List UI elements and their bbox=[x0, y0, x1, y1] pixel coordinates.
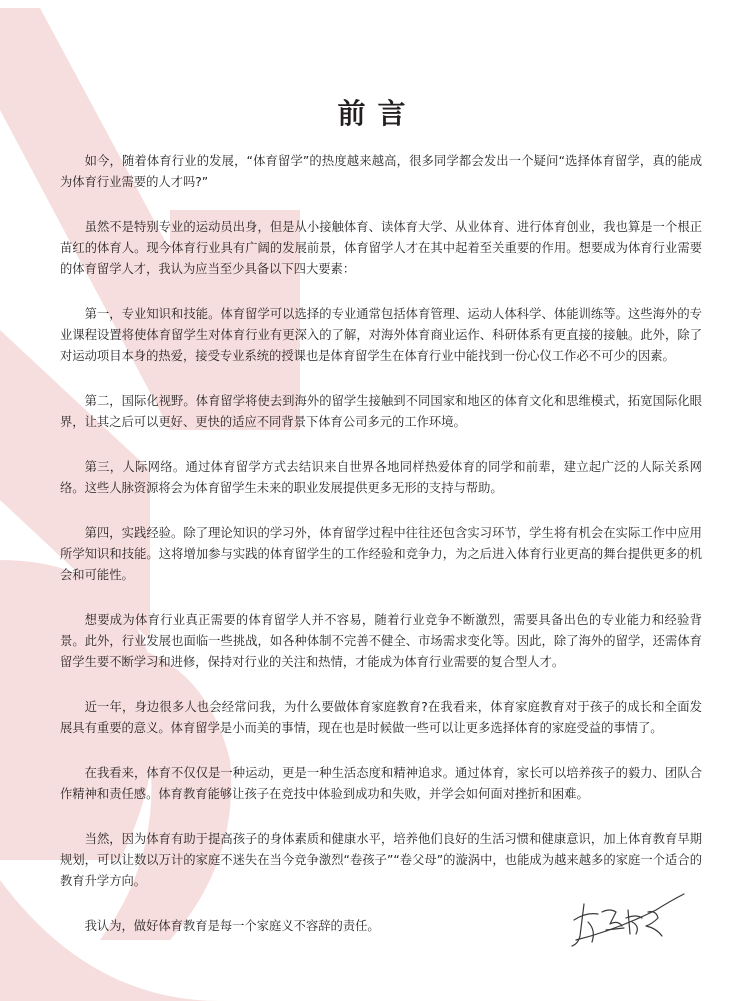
paragraph-text: 通过体育留学方式去结识来自世界各地同样热爱体育的同学和前辈，建立起广泛的人际关系网络。这些人脉资源将会为体育留学生未来的职业发展提供更多无形的支持与帮助。 bbox=[60, 460, 702, 495]
paragraph-text: 当然，因为体育有助于提高孩子的身体素质和健康水平，培养他们良好的生活习惯和健康意识，加上体育教育早期规划，可以让数以万计的家庭不迷失在当今竞争激烈“卷孩子”“卷父母”的漩涡中，也能成为越来越多的家庭一个适合的教育升学方向。 bbox=[60, 832, 702, 888]
paragraph-text: 虽然不是特别专业的运动员出身，但是从小接触体育、读体育大学、从业体育、进行体育创业，我也算是一个根正苗红的体育人。现今体育行业具有广阔的发展前景，体育留学人才在其中起着至关重要的作用。想要成为体育行业需要的体育留学人才，我认为应当至少具备以下四大要素： bbox=[60, 220, 702, 276]
paragraph-1 bbox=[60, 151, 702, 193]
paragraph-4 bbox=[60, 391, 702, 433]
paragraph-lead: 第二，国际化视野。 bbox=[84, 394, 196, 408]
paragraph-text: 除了理论知识的学习外，体育留学过程中往往还包含实习环节，学生将有机会在实际工作中应用所学知识和技能。这将增加参与实践的体育留学生的工作经验和竞争力，为之后进入体育行业更高的舞台提供更多的机会和可能性。 bbox=[60, 526, 702, 582]
paragraph-text: 体育留学将使去到海外的留学生接触到不同国家和地区的体育文化和思维模式，拓宽国际化眼界，让其之后可以更好、更快的适应不同背景下体育公司多元的工作环境。 bbox=[60, 394, 702, 429]
paragraph-8 bbox=[60, 697, 702, 739]
paragraph-3 bbox=[60, 304, 702, 367]
paragraph-lead: 第一，专业知识和技能。 bbox=[84, 307, 221, 321]
paragraph-7 bbox=[60, 610, 702, 673]
paragraph-text: 在我看来，体育不仅仅是一种运动，更是一种生活态度和精神追求。通过体育，家长可以培养孩子的毅力、团队合作精神和责任感。体育教育能够让孩子在竞技中体验到成功和失败，并学会如何面对挫折和困难。 bbox=[60, 766, 702, 801]
paragraph-lead: 第三，人际网络。 bbox=[84, 460, 186, 474]
preface-body bbox=[60, 151, 702, 961]
paragraph-text: 体育留学可以选择的专业通常包括体育管理、运动人体科学、体能训练等。这些海外的专业课程设置将使体育留学生对体育行业有更深入的了解，对海外体育商业运作、科研体系有更直接的接触。此外，除了对运动项目本身的热爱，接受专业系统的授课也是体育留学生在体育行业中能找到一份心仪工作必不可少的因素。 bbox=[60, 307, 702, 363]
paragraph-text: 我认为，做好体育教育是每一个家庭义不容辞的责任。 bbox=[84, 919, 380, 933]
paragraph-6 bbox=[60, 523, 702, 586]
paragraph-10 bbox=[60, 829, 702, 892]
author-signature bbox=[566, 890, 688, 952]
paragraph-text: 近一年，身边很多人也会经常问我，为什么要做体育家庭教育?在我看来，体育家庭教育对于孩子的成长和全面发展具有重要的意义。体育留学是小而美的事情，现在也是时候做一些可以让更多选择体育的家庭受益的事情了。 bbox=[60, 700, 702, 735]
paragraph-lead: 第四，实践经验。 bbox=[84, 526, 184, 540]
paragraph-9 bbox=[60, 763, 702, 805]
paragraph-2 bbox=[60, 217, 702, 280]
paragraph-text: 想要成为体育行业真正需要的体育留学人并不容易，随着行业竞争不断激烈，需要具备出色的专业能力和经验背景。此外，行业发展也面临一些挑战，如各种体制不完善不健全、市场需求变化等。因此，除了海外的留学，还需体育留学生要不断学习和进修，保持对行业的关注和热情，才能成为体育行业需要的复合型人才。 bbox=[60, 613, 702, 669]
paragraph-5 bbox=[60, 457, 702, 499]
paragraph-text: 如今，随着体育行业的发展，“体育留学”的热度越来越高，很多同学都会发出一个疑问“选择体育留学，真的能成为体育行业需要的人才吗?” bbox=[60, 154, 702, 189]
page-title: 前言 bbox=[337, 97, 418, 130]
